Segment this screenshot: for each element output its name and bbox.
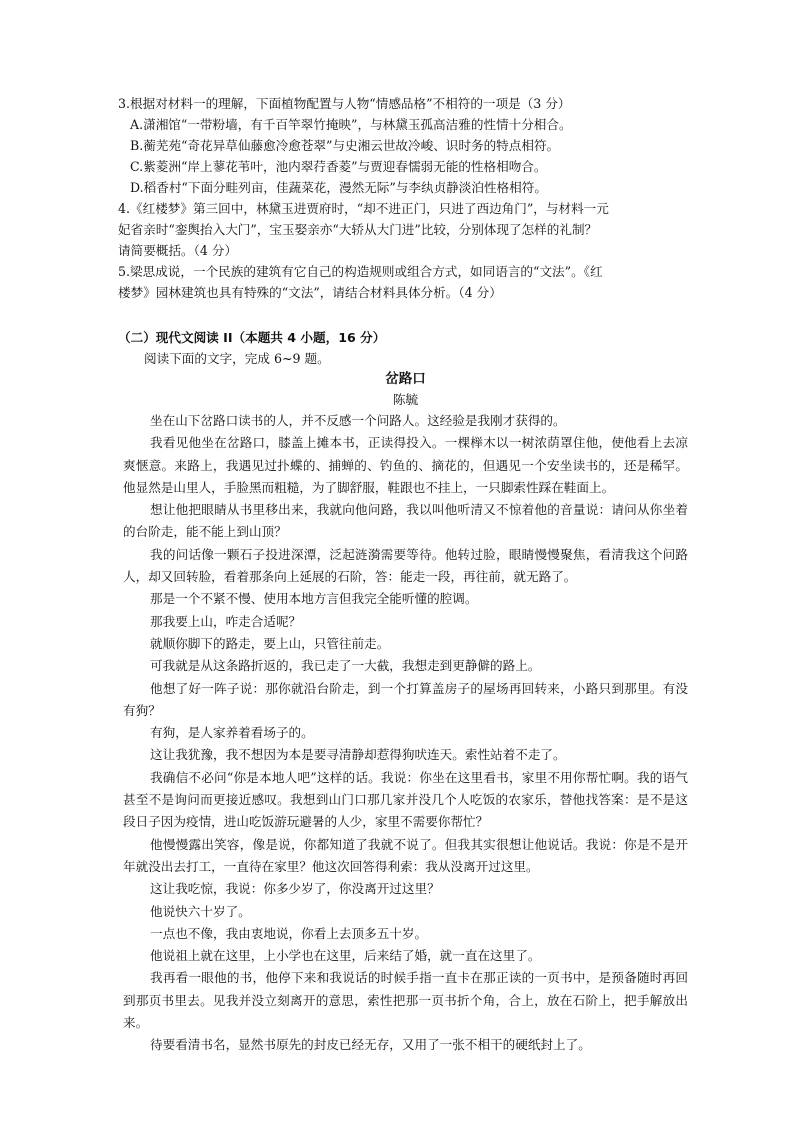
story-paragraph: 他想了好一阵子说：那你就沿台阶走，到一个打算盖房子的屋场再回转来，小路只到那里。有没有狗？ <box>123 680 688 718</box>
story-paragraph: 这让我犹豫，我不想因为本是要寻清静却惹得狗吠连天。索性站着不走了。 <box>150 747 566 763</box>
question-4-line: 请简要概括。（4 分） <box>118 243 238 258</box>
story-paragraph: 一点也不像，我由衷地说，你看上去顶多五十岁。 <box>150 925 428 941</box>
question-3-option-d: D.稻香村“下面分畦列亩，佳蔬菜花，漫然无际”与李纨贞静淡泊性格相符。 <box>130 180 547 195</box>
story-title: 岔路口 <box>385 371 426 387</box>
question-4-line: 4.《红楼梦》第三回中，林黛玉进贾府时，“却不进正门，只进了西边角门”，与材料一元 <box>118 201 609 216</box>
story-paragraph: 这让我吃惊，我说：你多少岁了，你没离开过这里？ <box>150 881 440 897</box>
story-paragraph: 待要看清书名，显然书原先的封皮已经无存，又用了一张不相干的硬纸封上了。 <box>150 1037 591 1053</box>
story-paragraph: 我看见他坐在岔路口，膝盖上摊本书，正读得投入。一棵榉木以一树浓荫罩住他，使他看上去凉爽惬意。来路上，我遇见过扑蝶的、捕蝉的、钓鱼的、摘花的，但遇见一个安坐读书的，还是稀罕。他显然是山里人，手脸黑而粗糙，为了脚舒服，鞋跟也不挂上，一只脚索性踩在鞋面上。 <box>123 435 688 495</box>
section-header <box>118 327 688 369</box>
section-heading: （二）现代文阅读 II（本题共 4 小题，16 分） <box>118 330 386 345</box>
question-3: 3.根据对材料一的理解，下面植物配置与人物“情感品格”不相符的一项是（3 分） <box>118 96 571 111</box>
story-paragraph: 他说祖上就在这里，上小学也在这里，后来结了婚，就一直在这里了。 <box>150 948 541 964</box>
story-paragraph: 我再看一眼他的书，他停下来和我说话的时候手指一直卡在那正读的一页书中，是预备随时再回到那页书里去。见我并没立刻离开的意思，索性把那一页书折个角，合上，放在石阶上，把手解放出来。 <box>123 970 688 1031</box>
story-paragraph: 他说快六十岁了。 <box>150 903 251 919</box>
story-paragraph: 我确信不必问“你是本地人吧”这样的话。我说：你坐在这里看书，家里不用你帮忙啊。我的语气甚至不是询问而更接近感叹。我想到山门口那几家并没几个人吃饭的农家乐，替他找答案：是不是这段日子因为疫情，进山吃饭游玩避暑的人少，家里不需要你帮忙？ <box>123 769 688 830</box>
story-paragraph: 想让他把眼睛从书里移出来，我就向他问路，我以叫他听清又不惊着他的音量说：请问从你坐着的台阶走，能不能上到山顶？ <box>123 502 688 540</box>
story-paragraph: 我的问话像一颗石子投进深潭，泛起涟漪需要等待。他转过脸，眼睛慢慢聚焦，看清我这个问路人，却又回转脸，看着那条向上延展的石阶，答：能走一段，再往前，就无路了。 <box>123 546 688 585</box>
question-3-option-b: B.蘅芜苑“奇花异草仙藤愈冷愈苍翠”与史湘云世故冷峻、识时务的特点相符。 <box>130 138 560 153</box>
question-5-line: 5.梁思成说，一个民族的建筑有它自己的构造规则或组合方式，如同语言的“文法”。《红 <box>118 264 603 279</box>
story-paragraph: 那我要上山，咋走合适呢？ <box>150 613 302 629</box>
story-paragraph: 有狗，是人家养着看场子的。 <box>150 725 314 741</box>
question-3-option-a: A.潇湘馆“一带粉墙，有千百竿翠竹掩映”，与林黛玉孤高洁雅的性情十分相合。 <box>130 117 572 132</box>
story <box>123 368 688 1057</box>
question-block <box>118 93 688 303</box>
question-3-option-c: C.紫菱洲“岸上蓼花苇叶，池内翠荇香菱”与贾迎春懦弱无能的性格相吻合。 <box>130 159 547 174</box>
story-paragraph: 坐在山下岔路口读书的人，并不反感一个问路人。这经验是我刚才获得的。 <box>150 413 566 428</box>
question-4-line: 妃省亲时“銮舆抬入大门”，宝玉娶亲亦“大轿从大门进”比较，分别体现了怎样的礼制？ <box>118 222 598 237</box>
story-author: 陈毓 <box>392 392 419 407</box>
question-5-line: 楼梦》园林建筑也具有特殊的“文法”，请结合材料具体分析。（4 分） <box>118 285 502 300</box>
story-paragraph: 就顺你脚下的路走，要上山，只管往前走。 <box>150 635 390 651</box>
story-paragraph: 那是一个不紧不慢、使用本地方言但我完全能听懂的腔调。 <box>150 591 478 607</box>
story-paragraph: 可我就是从这条路折返的，我已走了一大截，我想走到更静僻的路上。 <box>150 658 541 674</box>
story-paragraph: 他慢慢露出笑容，像是说，你都知道了我就不说了。但我其实很想让他说话。我说：你是不是开年就没出去打工，一直待在家里？他这次回答得利索：我从没离开过这里。 <box>123 836 688 874</box>
section-instruction: 阅读下面的文字，完成 6~9 题。 <box>144 351 330 366</box>
